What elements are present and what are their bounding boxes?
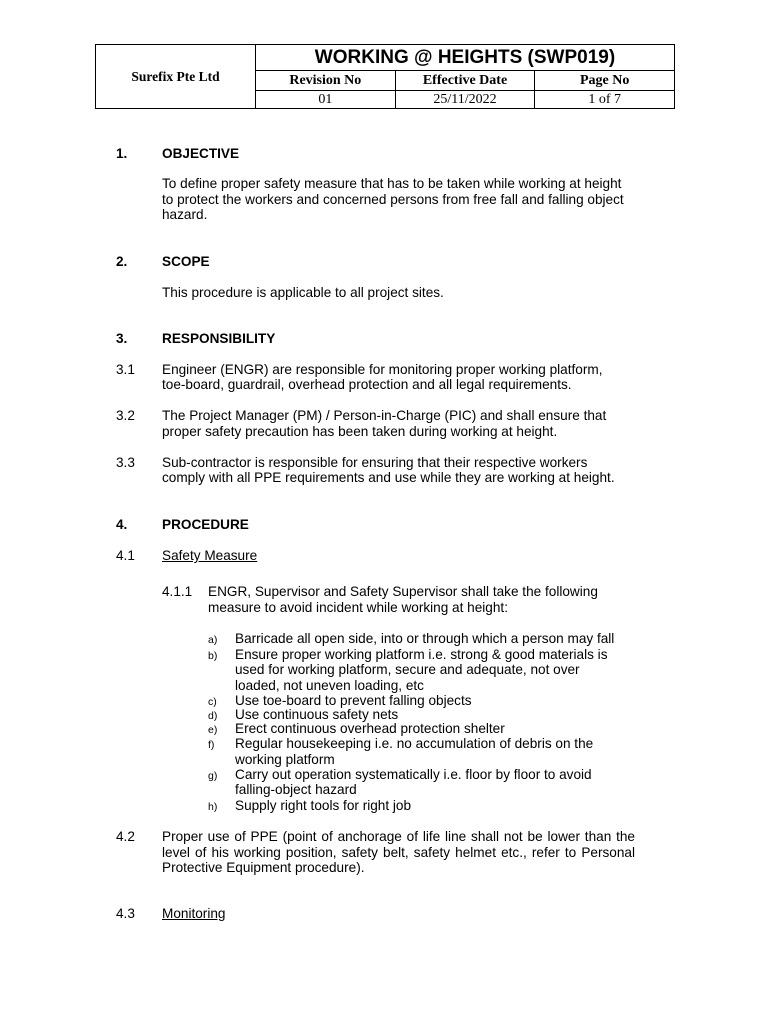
- list-item: used for working platform, secure and adequate, not over: [235, 662, 580, 677]
- clause-number: 3.2: [116, 408, 135, 423]
- document-header-table: [95, 44, 675, 109]
- list-marker: f): [208, 739, 215, 751]
- objective-line: to protect the workers and concerned persons from free fall and falling object: [162, 192, 624, 207]
- effective-date-value: 25/11/2022: [395, 91, 535, 109]
- section-heading-responsibility: RESPONSIBILITY: [162, 331, 276, 346]
- list-marker: c): [208, 696, 217, 708]
- ppe-paragraph: Proper use of PPE (point of anchorage of life line shall not be lower than the level of his working position, safety belt, safety helmet etc., refer to Personal Protective Equipment procedure).: [162, 829, 635, 875]
- list-item: Use toe-board to prevent falling objects: [235, 693, 472, 708]
- list-item: Barricade all open side, into or through which a person may fall: [235, 631, 615, 646]
- revision-header: Revision No: [256, 71, 396, 91]
- clause-line: The Project Manager (PM) / Person-in-Charge (PIC) and shall ensure that: [162, 408, 607, 423]
- clause-line: Sub-contractor is responsible for ensuring that their respective workers: [162, 455, 588, 470]
- clause-line: toe-board, guardrail, overhead protection and all legal requirements.: [162, 377, 572, 392]
- effective-date-header: Effective Date: [395, 71, 535, 91]
- section-heading-procedure: PROCEDURE: [162, 517, 249, 532]
- clause-number: 4.1: [116, 548, 135, 563]
- section-number: 4.: [116, 517, 128, 532]
- company-name: Surefix Pte Ltd: [96, 45, 256, 109]
- list-item: Erect continuous overhead protection shelter: [235, 721, 505, 736]
- section-heading-scope: SCOPE: [162, 254, 210, 269]
- list-item: falling-object hazard: [235, 782, 357, 797]
- list-marker: h): [208, 801, 218, 813]
- list-item: loaded, not uneven loading, etc: [235, 678, 424, 693]
- document-title: WORKING @ HEIGHTS (SWP019): [256, 45, 675, 71]
- objective-line: To define proper safety measure that has to be taken while working at height: [162, 176, 622, 191]
- list-item: working platform: [235, 752, 335, 767]
- section-number: 3.: [116, 331, 128, 346]
- clause-line: measure to avoid incident while working at height:: [208, 600, 508, 615]
- clause-line: ENGR, Supervisor and Safety Supervisor shall take the following: [208, 584, 598, 599]
- list-item: Ensure proper working platform i.e. strong & good materials is: [235, 647, 608, 662]
- clause-number: 4.1.1: [162, 584, 193, 599]
- revision-value: 01: [256, 91, 396, 109]
- section-number: 2.: [116, 254, 128, 269]
- list-marker: d): [208, 710, 218, 722]
- subheading-monitoring: Monitoring: [162, 906, 226, 921]
- objective-line: hazard.: [162, 207, 208, 222]
- section-number: 1.: [116, 146, 128, 161]
- list-item: Use continuous safety nets: [235, 707, 399, 722]
- list-marker: b): [208, 650, 218, 662]
- scope-line: This procedure is applicable to all project sites.: [162, 285, 444, 300]
- list-item: Carry out operation systematically i.e. floor by floor to avoid: [235, 767, 592, 782]
- clause-number: 3.3: [116, 455, 135, 470]
- clause-line: proper safety precaution has been taken during working at height.: [162, 424, 558, 439]
- page-no-value: 1 of 7: [535, 91, 675, 109]
- clause-line: Engineer (ENGR) are responsible for monitoring proper working platform,: [162, 362, 603, 377]
- list-marker: a): [208, 634, 218, 646]
- clause-line: comply with all PPE requirements and use while they are working at height.: [162, 470, 615, 485]
- list-marker: e): [208, 724, 218, 736]
- clause-number: 3.1: [116, 362, 135, 377]
- list-item: Regular housekeeping i.e. no accumulation of debris on the: [235, 736, 594, 751]
- page-no-header: Page No: [535, 71, 675, 91]
- list-item: Supply right tools for right job: [235, 798, 412, 813]
- clause-number: 4.2: [116, 829, 135, 844]
- list-marker: g): [208, 770, 218, 782]
- subheading-safety-measure: Safety Measure: [162, 548, 258, 563]
- clause-number: 4.3: [116, 906, 135, 921]
- section-heading-objective: OBJECTIVE: [162, 146, 240, 161]
